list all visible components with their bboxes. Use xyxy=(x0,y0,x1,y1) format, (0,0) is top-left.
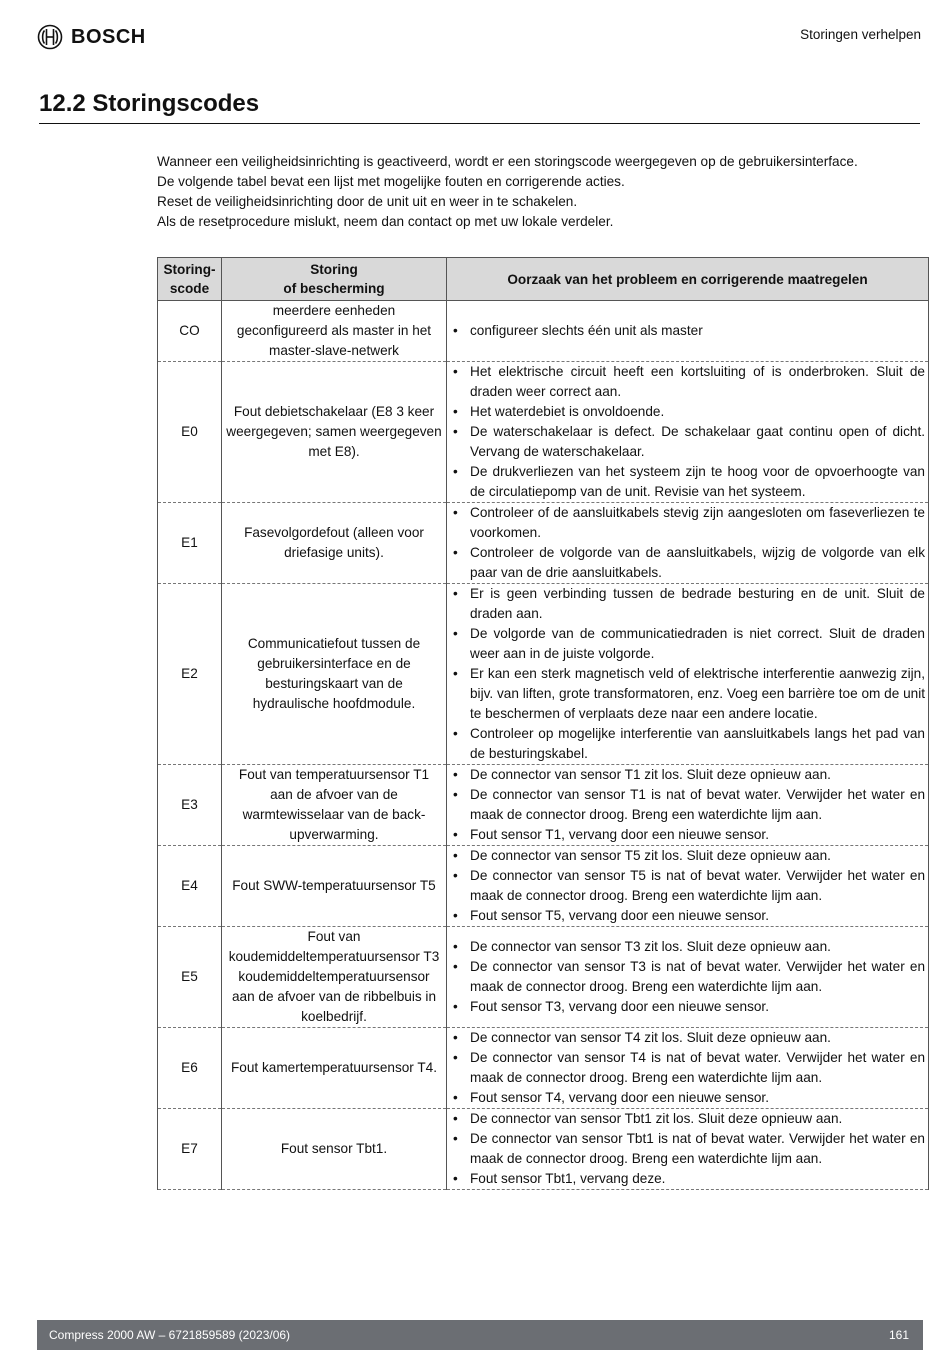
cause-item: • De connector van sensor T1 is nat of bevat water. Verwijder het water en maak de connector droog. Breng een waterdichte lijm aan. xyxy=(453,785,925,825)
cause-item: • configureer slechts één unit als master xyxy=(453,321,925,341)
cause-item: • Fout sensor T3, vervang door een nieuwe sensor. xyxy=(453,997,925,1017)
fault-code-cell: E1 xyxy=(158,503,222,584)
cause-item: • De drukverliezen van het systeem zijn te hoog voor de opvoerhoogte van de circulatiepomp van de unit. Revisie van het systeem. xyxy=(453,462,925,502)
intro-line: De volgende tabel bevat een lijst met mogelijke fouten en corrigerende acties. xyxy=(157,174,625,189)
cause-list xyxy=(453,1028,925,1108)
table-row xyxy=(158,765,929,846)
cause-item: • Fout sensor T4, vervang door een nieuwe sensor. xyxy=(453,1088,925,1108)
page-number: 161 xyxy=(888,1328,909,1342)
cause-item: • Controleer of de aansluitkabels stevig zijn aangesloten om faseverliezen te voorkomen. xyxy=(453,503,925,543)
cause-cell xyxy=(447,927,929,1028)
cause-cell xyxy=(447,846,929,927)
page-footer xyxy=(37,1320,923,1350)
cause-item: • De volgorde van de communicatiedraden is niet correct. Sluit de draden weer aan in de juiste volgorde. xyxy=(453,624,925,664)
cause-item: • Fout sensor T1, vervang door een nieuwe sensor. xyxy=(453,825,925,845)
table-row xyxy=(158,846,929,927)
fault-description-cell: Fout debietschakelaar (E8 3 keer weergegeven; samen weergegeven met E8). xyxy=(222,362,447,503)
page-header xyxy=(37,22,921,52)
cause-item: • De waterschakelaar is defect. De schakelaar gaat continu open of dicht. Vervang de waterschakelaar. xyxy=(453,422,925,462)
fault-code-table xyxy=(157,257,929,1190)
cause-list xyxy=(453,321,925,341)
fault-description-cell: meerdere eenheden geconfigureerd als master in het master-slave-netwerk xyxy=(222,301,447,362)
cause-item: • Het elektrische circuit heeft een kortsluiting of is onderbroken. Sluit de draden weer correct aan. xyxy=(453,362,925,402)
intro-text xyxy=(157,152,927,232)
cause-item: • Fout sensor Tbt1, vervang deze. xyxy=(453,1169,925,1189)
fault-code-cell: E2 xyxy=(158,584,222,765)
table-row xyxy=(158,362,929,503)
table-row xyxy=(158,927,929,1028)
header-storing: Storing of bescherming xyxy=(222,258,447,301)
table-row xyxy=(158,1109,929,1190)
title-divider xyxy=(39,123,920,124)
document-id: Compress 2000 AW – 6721859589 (2023/06) xyxy=(49,1328,291,1342)
fault-description-cell: Fout SWW-temperatuursensor T5 xyxy=(222,846,447,927)
cause-item: • De connector van sensor T4 zit los. Sluit deze opnieuw aan. xyxy=(453,1028,925,1048)
fault-code-cell: E4 xyxy=(158,846,222,927)
brand-name: BOSCH xyxy=(71,25,146,48)
bosch-armature-icon xyxy=(37,24,63,50)
cause-cell xyxy=(447,362,929,503)
cause-cell xyxy=(447,584,929,765)
cause-item: • Controleer op mogelijke interferentie van aansluitkabels langs het pad van de besturingskabel. xyxy=(453,724,925,764)
fault-code-cell: E7 xyxy=(158,1109,222,1190)
fault-code-cell: E3 xyxy=(158,765,222,846)
table-body xyxy=(158,301,929,1190)
cause-list xyxy=(453,503,925,583)
page-title: 12.2 Storingscodes xyxy=(39,90,260,117)
cause-cell xyxy=(447,765,929,846)
cause-item: • Fout sensor T5, vervang door een nieuwe sensor. xyxy=(453,906,925,926)
table-row xyxy=(158,1028,929,1109)
fault-description-cell: Fasevolgordefout (alleen voor driefasige units). xyxy=(222,503,447,584)
cause-list xyxy=(453,584,925,764)
cause-cell xyxy=(447,301,929,362)
cause-item: • De connector van sensor T5 zit los. Sluit deze opnieuw aan. xyxy=(453,846,925,866)
fault-description-cell: Fout van temperatuursensor T1 aan de afvoer van de warmtewisselaar van de back-upverwarming. xyxy=(222,765,447,846)
header-code: Storing- scode xyxy=(158,258,222,301)
fault-code-cell: E6 xyxy=(158,1028,222,1109)
cause-cell xyxy=(447,1109,929,1190)
cause-item: • Controleer de volgorde van de aansluitkabels, wijzig de volgorde van elk paar van de drie aansluitkabels. xyxy=(453,543,925,583)
cause-item: • Het waterdebiet is onvoldoende. xyxy=(453,402,925,422)
cause-item: • De connector van sensor T3 is nat of bevat water. Verwijder het water en maak de connector droog. Breng een waterdichte lijm aan. xyxy=(453,957,925,997)
cause-item: • De connector van sensor Tbt1 zit los. Sluit deze opnieuw aan. xyxy=(453,1109,925,1129)
intro-line: Als de resetprocedure mislukt, neem dan contact op met uw lokale verdeler. xyxy=(157,214,614,229)
cause-list xyxy=(453,937,925,1017)
fault-code-cell: E0 xyxy=(158,362,222,503)
cause-item: • Er is geen verbinding tussen de bedrade besturing en de unit. Sluit de draden aan. xyxy=(453,584,925,624)
cause-item: • De connector van sensor T5 is nat of bevat water. Verwijder het water en maak de connector droog. Breng een waterdichte lijm aan. xyxy=(453,866,925,906)
table-row xyxy=(158,503,929,584)
cause-list xyxy=(453,362,925,502)
fault-description-cell: Fout van koudemiddeltemperatuursensor T3 koudemiddeltemperatuursensor aan de afvoer van de ribbelbuis in koelbedrijf. xyxy=(222,927,447,1028)
fault-code-cell: E5 xyxy=(158,927,222,1028)
cause-item: • De connector van sensor T3 zit los. Sluit deze opnieuw aan. xyxy=(453,937,925,957)
header-cause: Oorzaak van het probleem en corrigerende maatregelen xyxy=(447,258,929,301)
cause-list xyxy=(453,1109,925,1189)
cause-item: • Er kan een sterk magnetisch veld of elektrische interferentie aanwezig zijn, bijv. van liften, grote transformatoren, enz. Voeg een barrière toe om de unit te beschermen of verplaats deze naar een andere locatie. xyxy=(453,664,925,724)
fault-description-cell: Fout kamertemperatuursensor T4. xyxy=(222,1028,447,1109)
cause-cell xyxy=(447,503,929,584)
cause-item: • De connector van sensor Tbt1 is nat of bevat water. Verwijder het water en maak de connector droog. Breng een waterdichte lijm aan. xyxy=(453,1129,925,1169)
table-header-row xyxy=(158,258,929,301)
fault-description-cell: Communicatiefout tussen de gebruikersinterface en de besturingskaart van de hydraulische hoofdmodule. xyxy=(222,584,447,765)
fault-description-cell: Fout sensor Tbt1. xyxy=(222,1109,447,1190)
table-row xyxy=(158,301,929,362)
cause-list xyxy=(453,846,925,926)
bosch-logo xyxy=(37,24,146,50)
table-row xyxy=(158,584,929,765)
cause-item: • De connector van sensor T4 is nat of bevat water. Verwijder het water en maak de connector droog. Breng een waterdichte lijm aan. xyxy=(453,1048,925,1088)
intro-line: Wanneer een veiligheidsinrichting is geactiveerd, wordt er een storingscode weergegeven op de gebruikersinterface. xyxy=(157,154,858,169)
cause-list xyxy=(453,765,925,845)
intro-line: Reset de veiligheidsinrichting door de unit uit en weer in te schakelen. xyxy=(157,194,578,209)
section-label: Storingen verhelpen xyxy=(800,27,921,42)
fault-code-cell: CO xyxy=(158,301,222,362)
cause-cell xyxy=(447,1028,929,1109)
cause-item: • De connector van sensor T1 zit los. Sluit deze opnieuw aan. xyxy=(453,765,925,785)
